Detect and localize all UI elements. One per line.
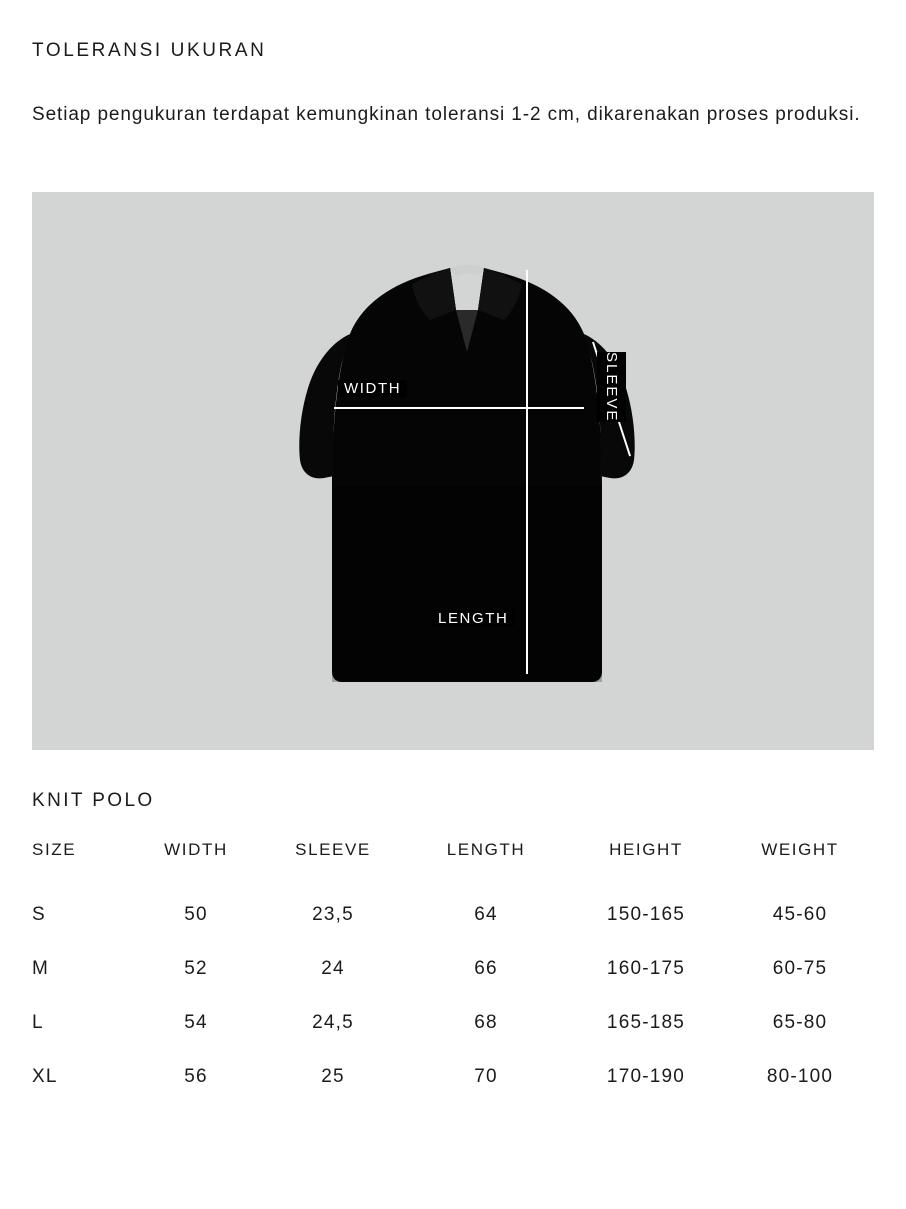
size-chart-section <box>32 790 874 1104</box>
cell-weight: 80-100 <box>766 1066 834 1087</box>
cell-sleeve: 24,5 <box>312 1012 354 1033</box>
cell-height: 170-190 <box>606 1066 686 1087</box>
cell-length: 64 <box>474 904 498 925</box>
cell-sleeve: 25 <box>321 1066 345 1087</box>
table-row <box>32 942 874 996</box>
length-measure-line <box>526 270 528 674</box>
cell-height: 150-165 <box>606 904 686 925</box>
table-row <box>32 888 874 942</box>
cell-width: 50 <box>184 904 208 925</box>
width-measure-line <box>334 407 584 409</box>
cell-height: 165-185 <box>606 1012 686 1033</box>
cell-weight: 60-75 <box>772 958 828 979</box>
product-title: KNIT POLO <box>32 790 155 811</box>
column-header-width: WIDTH <box>164 840 228 859</box>
cell-width: 52 <box>184 958 208 979</box>
table-row <box>32 996 874 1050</box>
sleeve-label: SLEEVE <box>597 352 626 422</box>
size-chart-table <box>32 840 874 1104</box>
cell-size: M <box>32 958 50 979</box>
cell-length: 70 <box>474 1066 498 1087</box>
column-header-weight: WEIGHT <box>761 840 839 859</box>
cell-sleeve: 24 <box>321 958 345 979</box>
cell-width: 54 <box>184 1012 208 1033</box>
cell-length: 66 <box>474 958 498 979</box>
cell-weight: 45-60 <box>772 904 828 925</box>
tolerance-title: TOLERANSI UKURAN <box>32 40 267 61</box>
tolerance-description: Setiap pengukuran terdapat kemungkinan toleransi 1-2 cm, dikarenakan proses produksi. <box>32 103 861 125</box>
cell-width: 56 <box>184 1066 208 1087</box>
cell-sleeve: 23,5 <box>312 904 354 925</box>
cell-size: S <box>32 904 46 925</box>
column-header-sleeve: SLEEVE <box>295 840 371 859</box>
width-label: WIDTH <box>338 380 407 397</box>
column-header-size: SIZE <box>32 840 77 859</box>
table-row <box>32 1050 874 1104</box>
cell-size: L <box>32 1012 44 1033</box>
length-label: LENGTH <box>432 610 514 627</box>
tolerance-section <box>0 0 906 129</box>
cell-weight: 65-80 <box>772 1012 828 1033</box>
polo-shirt-illustration <box>32 192 874 750</box>
table-header-row <box>32 840 874 888</box>
column-header-length: LENGTH <box>446 840 526 859</box>
cell-length: 68 <box>474 1012 498 1033</box>
cell-size: XL <box>32 1066 58 1087</box>
column-header-height: HEIGHT <box>609 840 683 859</box>
cell-height: 160-175 <box>606 958 686 979</box>
garment-photo-panel <box>32 192 874 750</box>
